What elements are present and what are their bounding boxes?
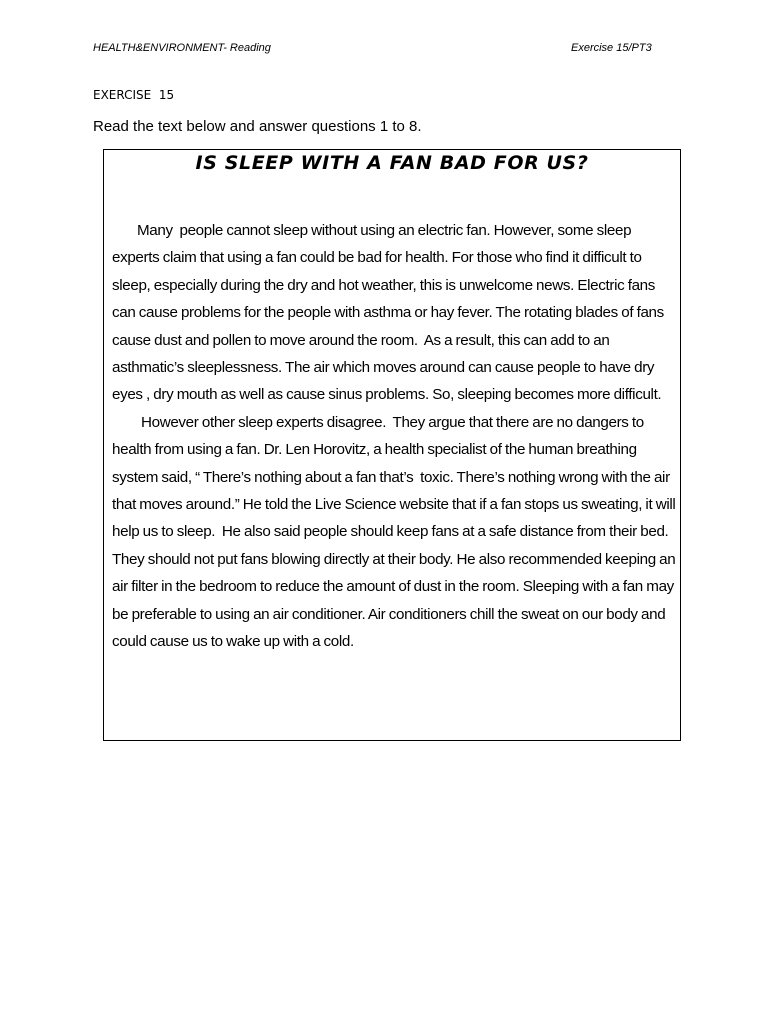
instruction-text: Read the text below and answer questions 1 to 8. [93,118,422,135]
article-paragraph-2: However other sleep experts disagree. They argue that there are no dangers to health from using a fan. Dr. Len Horovitz, a health specialist of the human breathing system said, “ There’s nothing about a fan that’s toxic. There’s nothing wrong with the air that moves around.” He told the Live Science website that if a fan stops us sweating, it will help us to sleep. He also said people should keep fans at a safe distance from their bed. They should not put fans blowing directly at their body. He also recommended keeping an air filter in the bedroom to reduce the amount of dust in the room. Sleeping with a fan may be preferable to using an air conditioner. Air conditioners chill the sweat on our body and could cause us to wake up with a cold. [112,413,679,651]
reading-text-box [103,149,681,741]
article-paragraph-1: Many people cannot sleep without using an electric fan. However, some sleep experts claim that using a fan could be bad for health. For those who find it difficult to sleep, especially during the dry and hot weather, this is unwelcome news. Electric fans can cause problems for the people with asthma or hay fever. The rotating blades of fans cause dust and pollen to move around the room. As a result, this can add to an asthmatic’s sleeplessness. The air which moves around can cause people to have dry eyes , dry mouth as well as cause sinus problems. So, sleeping becomes more difficult. [112,222,671,404]
page-header-right: Exercise 15/PT3 [571,42,652,54]
exercise-label: EXERCISE 15 [93,88,175,102]
page-header-left: HEALTH&ENVIRONMENT- Reading [93,42,271,54]
article-body [112,217,679,656]
article-title: IS SLEEP WITH A FAN BAD FOR US? [195,152,589,174]
